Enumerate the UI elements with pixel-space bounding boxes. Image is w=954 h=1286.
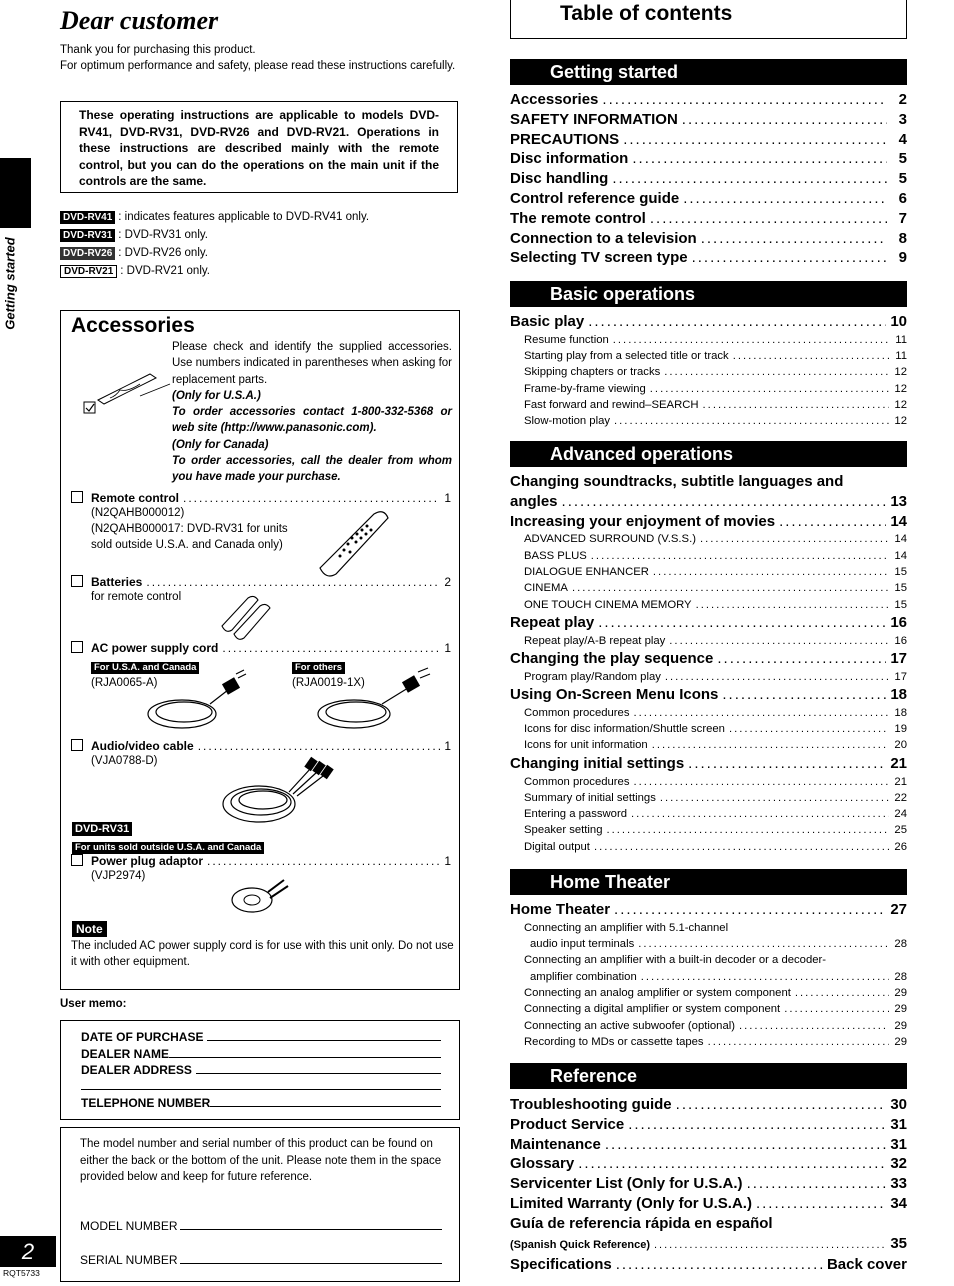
toc-entry[interactable]: Accessories ..... 2: [510, 90, 907, 110]
canada-label: (Only for Canada): [172, 438, 269, 451]
note-label: Note: [72, 921, 107, 937]
toc-entry[interactable]: Basic play ..... 10: [510, 312, 907, 332]
toc-entry[interactable]: SAFETY INFORMATION ..... 3: [510, 110, 907, 130]
toc-subentry[interactable]: Connecting an amplifier with 5.1-channel: [524, 921, 729, 934]
item-name: Remote control: [91, 491, 180, 505]
toc-entry[interactable]: Troubleshooting guide ..... 30: [510, 1095, 907, 1115]
item-name: AC power supply cord: [91, 641, 219, 655]
toc-entry[interactable]: Repeat play ..... 16: [510, 613, 907, 633]
field-label: SERIAL NUMBER: [80, 1253, 178, 1267]
toc-entry[interactable]: Selecting TV screen type ..... 9: [510, 248, 907, 268]
pen-checkbox-icon: [80, 368, 170, 418]
toc-entry[interactable]: Home Theater ..... 27: [510, 900, 907, 920]
region-tag: For others: [292, 662, 345, 674]
toc-entry[interactable]: Changing initial settings ..... 21: [510, 754, 907, 774]
toc-reference-list: [510, 1095, 907, 1275]
page-title: Dear customer: [60, 6, 219, 35]
toc-entry[interactable]: Glossary ..... 32: [510, 1154, 907, 1174]
model-desc: : DVD-RV21 only.: [120, 265, 210, 277]
av-cable-icon: [215, 752, 345, 834]
model-tag: DVD-RV31: [72, 822, 132, 836]
toc-title: Table of contents: [560, 2, 733, 25]
item-name: Audio/video cable: [91, 739, 194, 753]
toc-subentry[interactable]: Fast forward and rewind–SEARCH ..... 12: [510, 397, 907, 413]
toc-subentry[interactable]: Icons for unit information ..... 20: [510, 737, 907, 753]
model-tag: DVD-RV41: [60, 211, 115, 224]
toc-subentry[interactable]: Entering a password ..... 24: [510, 806, 907, 822]
serial-number-field[interactable]: [80, 1253, 442, 1267]
toc-subentry[interactable]: Repeat play/A-B repeat play ..... 16: [510, 633, 907, 649]
toc-entry[interactable]: Maintenance ..... 31: [510, 1135, 907, 1155]
toc-entry[interactable]: Using On-Screen Menu Icons ..... 18: [510, 685, 907, 705]
checkbox[interactable]: [71, 739, 83, 751]
model-tag: DVD-RV31: [60, 229, 115, 242]
item-qty: 1: [444, 854, 451, 868]
accessory-remote: [71, 490, 451, 553]
serial-info-text: The model number and serial number of this product can be found on either the back or the bottom of the unit. Please note them in the space provided below and keep for future reference.: [80, 1138, 442, 1183]
field-label: TELEPHONE NUMBER: [81, 1096, 211, 1110]
toc-subentry[interactable]: Icons for disc information/Shuttle screen ..... 19: [510, 721, 907, 737]
toc-subentry[interactable]: amplifier combination ..... 28: [510, 969, 907, 985]
model-legend-row: [60, 208, 369, 226]
side-label-text: Getting started: [2, 237, 18, 330]
toc-subentry[interactable]: DIALOGUE ENHANCER ..... 15: [510, 564, 907, 580]
part-number: (N2QAHB000017: DVD-RV31 for units: [91, 523, 288, 535]
model-desc: : DVD-RV31 only.: [118, 229, 208, 241]
toc-subentry[interactable]: Resume function ..... 11: [510, 332, 907, 348]
toc-subentry[interactable]: BASS PLUS ..... 14: [510, 548, 907, 564]
toc-subentry[interactable]: ONE TOUCH CINEMA MEMORY ..... 15: [510, 597, 907, 613]
model-number-field[interactable]: [80, 1219, 442, 1233]
address-extra-line: [81, 1089, 441, 1090]
user-memo-box: [60, 1020, 460, 1120]
ac-cord-other-icon: [310, 668, 440, 738]
part-number: (VJA0788-D): [91, 755, 158, 767]
toc-subentry[interactable]: Common procedures ..... 18: [510, 705, 907, 721]
toc-subentry[interactable]: Frame-by-frame viewing ..... 12: [510, 381, 907, 397]
toc-entry-spanish[interactable]: Guía de referencia rápida en español: [510, 1214, 773, 1232]
user-memo-label: User memo:: [60, 998, 127, 1010]
toc-getting-started-list: [510, 90, 907, 268]
canada-order-text: To order accessories, call the dealer from whom you have made your purchase.: [172, 455, 452, 484]
dealer-name-field[interactable]: [81, 1047, 441, 1061]
item-name: Power plug adaptor: [91, 854, 204, 868]
part-number: (VJP2974): [91, 870, 146, 882]
region-tag: For units sold outside U.S.A. and Canada: [72, 842, 264, 854]
toc-entry[interactable]: PRECAUTIONS ..... 4: [510, 130, 907, 150]
model-legend: [60, 208, 369, 280]
toc-section-reference: Reference: [510, 1063, 907, 1089]
toc-entry[interactable]: Increasing your enjoyment of movies ..... 14: [510, 512, 907, 532]
toc-subentry[interactable]: Common procedures ..... 21: [510, 774, 907, 790]
checkbox[interactable]: [71, 854, 83, 866]
toc-subentry[interactable]: Program play/Random play ..... 17: [510, 669, 907, 685]
part-number: (N2QAHB000012): [91, 507, 185, 519]
field-label: DEALER NAME: [81, 1047, 170, 1061]
item-qty: 2: [444, 575, 451, 589]
toc-subentry[interactable]: ADVANCED SURROUND (V.S.S.) ..... 14: [510, 531, 907, 547]
toc-entry[interactable]: angles ..... 13: [510, 492, 907, 512]
toc-entry[interactable]: Disc handling ..... 5: [510, 169, 907, 189]
intro-line: For optimum performance and safety, please read these instructions carefully.: [60, 60, 456, 72]
part-number: (RJA0065-A): [91, 677, 158, 689]
model-tag: DVD-RV26: [60, 247, 115, 260]
model-desc: : DVD-RV26 only.: [118, 247, 208, 259]
model-desc: : indicates features applicable to DVD-RV41 only.: [118, 211, 370, 223]
toc-home-theater-list: [510, 900, 907, 1050]
toc-section-basic-operations: Basic operations: [510, 281, 907, 307]
adaptor-model-tag: [72, 819, 135, 837]
toc-subentry[interactable]: (Spanish Quick Reference) ..... 35: [510, 1234, 907, 1255]
toc-subentry[interactable]: Digital output ..... 26: [510, 839, 907, 855]
toc-entry[interactable]: Changing the play sequence ..... 17: [510, 649, 907, 669]
ac-cord-us-icon: [140, 668, 250, 738]
batteries-icon: [218, 588, 278, 640]
accessories-title: Accessories: [71, 314, 195, 337]
toc-entry[interactable]: Specifications ..... Back cover: [510, 1255, 907, 1275]
toc-entry[interactable]: Servicenter List (Only for U.S.A.) ..... 33: [510, 1174, 907, 1194]
intro-line: Thank you for purchasing this product.: [60, 44, 256, 56]
item-name: Batteries: [91, 575, 143, 589]
usa-label: (Only for U.S.A.): [172, 389, 261, 402]
toc-entry[interactable]: Product Service ..... 31: [510, 1115, 907, 1135]
dealer-address-field[interactable]: [81, 1063, 441, 1077]
toc-section-advanced-operations: Advanced operations: [510, 441, 907, 467]
accessories-intro-text: Please check and identify the supplied accessories. Use numbers indicated in parentheses when asking for replacement parts.: [172, 341, 452, 386]
date-of-purchase-field[interactable]: [81, 1030, 441, 1044]
part-number-note: sold outside U.S.A. and Canada only): [91, 539, 283, 551]
toc-subentry[interactable]: Recording to MDs or cassette tapes ..... 29: [510, 1034, 907, 1050]
toc-subentry[interactable]: Connecting an analog amplifier or system component ..... 29: [510, 985, 907, 1001]
toc-section-home-theater: Home Theater: [510, 869, 907, 895]
toc-subentry[interactable]: Slow-motion play ..... 12: [510, 413, 907, 429]
field-label: DATE OF PURCHASE: [81, 1030, 204, 1044]
telephone-number-field[interactable]: [81, 1096, 441, 1110]
item-qty: 1: [444, 491, 451, 505]
toc-subentry[interactable]: Connecting an amplifier with a built-in decoder or a decoder-: [524, 954, 827, 967]
toc-entry[interactable]: Disc information ..... 5: [510, 149, 907, 169]
checkbox[interactable]: [71, 491, 83, 503]
accessory-ac-cord: [71, 640, 451, 655]
toc-entry[interactable]: Changing soundtracks, subtitle languages and: [510, 473, 844, 490]
toc-advanced-list: [510, 472, 907, 855]
toc-entry[interactable]: Connection to a television ..... 8: [510, 229, 907, 249]
item-qty: 1: [444, 641, 451, 655]
section-marker: [0, 158, 31, 228]
field-label: MODEL NUMBER: [80, 1219, 178, 1233]
intro-text: [60, 42, 460, 74]
document-code: RQT5733: [3, 1268, 40, 1278]
toc-subentry[interactable]: Connecting an active subwoofer (optional) ..... 29: [510, 1018, 907, 1034]
note-text: The included AC power supply cord is for use with this unit only. Do not use it with other equipment.: [71, 940, 454, 968]
toc-subentry[interactable]: CINEMA ..... 15: [510, 580, 907, 596]
model-legend-row: [60, 226, 369, 244]
toc-basic-list: [510, 312, 907, 430]
model-legend-row: [60, 244, 369, 262]
toc-section-getting-started: Getting started: [510, 59, 907, 85]
toc-entry[interactable]: Control reference guide ..... 6: [510, 189, 907, 209]
side-section-label: [3, 232, 23, 342]
region-tag: For U.S.A. and Canada: [91, 662, 199, 674]
model-tag: DVD-RV21: [60, 265, 117, 278]
toc-subentry[interactable]: Summary of initial settings ..... 22: [510, 790, 907, 806]
checkbox[interactable]: [71, 641, 83, 653]
toc-subentry[interactable]: Connecting a digital amplifier or system component ..... 29: [510, 1001, 907, 1017]
toc-entry[interactable]: The remote control ..... 7: [510, 209, 907, 229]
accessories-intro: [172, 339, 452, 486]
field-label: DEALER ADDRESS: [81, 1063, 192, 1077]
item-qty: 1: [444, 739, 451, 753]
item-note: for remote control: [91, 591, 182, 603]
part-number: (RJA0019-1X): [292, 677, 365, 689]
page-number: 2: [0, 1236, 56, 1267]
toc-subentry[interactable]: Speaker setting ..... 25: [510, 822, 907, 838]
toc-entry[interactable]: Limited Warranty (Only for U.S.A.) ..... 34: [510, 1194, 907, 1214]
toc-subentry[interactable]: Starting play from a selected title or track ..... 11: [510, 348, 907, 364]
remote-control-icon: [312, 508, 392, 578]
toc-subentry[interactable]: Skipping chapters or tracks ..... 12: [510, 364, 907, 380]
toc-subentry[interactable]: audio input terminals ..... 28: [510, 936, 907, 952]
applicability-box: These operating instructions are applicable to models DVD-RV41, DVD-RV31, DVD-RV26 and DVD-RV21. Operations in these instructions are described mainly with the remote control, but you can do the operations on the main unit if the controls are the same.: [60, 101, 458, 193]
model-legend-row: [60, 262, 369, 280]
usa-order-text: To order accessories contact 1-800-332-5368 or web site (http://www.panasonic.com).: [172, 406, 452, 435]
plug-adaptor-icon: [228, 872, 292, 918]
checkbox[interactable]: [71, 575, 83, 587]
